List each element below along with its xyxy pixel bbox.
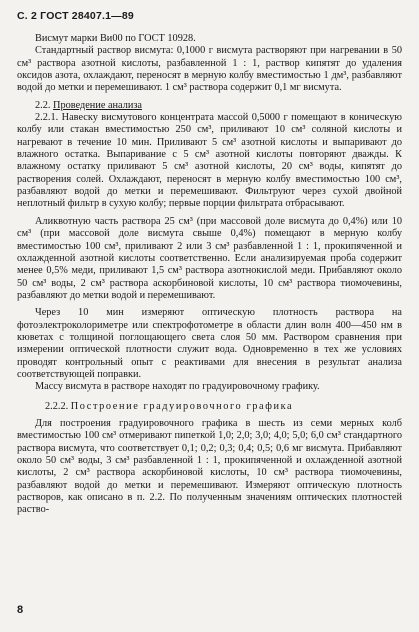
standard-solution-paragraph: Стандартный раствор висмута: 0,1000 г висмута растворяют при нагревании в 50 см³ раствора азотной кислоты, разбавленной 1 : 1, раствор кипятят до удаления оксидов азота, охлаждают, переносят в мерную колбу вместимостью 1 дм³, разбавляют водой до метки и перемешивают. 1 см³ раствора содержит 0,1 мг висмута. xyxy=(17,45,402,94)
calibration-heading-title: Построение градуировочного графика xyxy=(70,400,294,412)
procedure-paragraph: 2.2.1. Навеску висмутового концентрата массой 0,5000 г помещают в коническую колбу или стакан вместимостью 250 см³, приливают 10 см³ соляной кислоты и нагревают в течение 10 мин. Приливают 5 см³ азотной кислоты и выпаривают до влажного остатка. Выпаривание с 5 см³ азотной кислоты повторяют дважды. К влажному остатку приливают 5 см³ азотной кислоты, 20 см³ воды, кипятят до растворения солей. Охлаждают, переносят в мерную колбу вместимостью 100 см³, разбавляют водой до метки и перемешивают. Фильтруют через сухой двойной неплотный фильтр в сухую колбу; первые порции фильтрата отбрасывают. xyxy=(17,112,402,210)
body-text xyxy=(17,33,402,517)
calibration-heading xyxy=(17,401,402,413)
measurement-paragraph: Через 10 мин измеряют оптическую плотность раствора на фотоэлектроколориметре или спектрофотометре в области длин волн 400—450 нм в кюветах с толщиной поглощающего света слоя 50 мм. Раствором сравнения при измерении оптической плотности служит вода. Одновременно в тех же условиях проводят контрольный опыт с реактивами для внесения в результат анализа соответствующей поправки. xyxy=(17,307,402,380)
analysis-heading-number: 2.2. xyxy=(35,99,54,111)
page-header: С. 2 ГОСТ 28407.1—89 xyxy=(17,10,134,22)
analysis-heading xyxy=(17,100,402,112)
aliquot-paragraph: Аликвотную часть раствора 25 см³ (при массовой доле висмута до 0,4%) или 10 см³ (при массовой доле висмута свыше 0,4%) помещают в мерную колбу вместимостью 100 см³, приливают 2 или 3 см³ разбавленной 1 : 1, прокипяченной и охлажденной азотной кислоты соответственно. Если анализируемая проба содержит менее 0,5% меди, приливают 1,5 см³ раствора азотнокислой меди. Прибавляют около 50 см³ воды, 2 см³ раствора аскорбиновой кислоты, 10 см³ раствора тиомочевины, разбавляют до метки водой и перемешивают. xyxy=(17,215,402,301)
mass-paragraph: Массу висмута в растворе находят по градуировочному графику. xyxy=(35,381,320,393)
calibration-paragraph: Для построения градуировочного графика в шесть из семи мерных колб вместимостью 100 см³ отмеривают пипеткой 1,0; 2,0; 3,0; 4,0; 5,0; 6,0 см³ стандартного раствора висмута, что соответствует 0,1; 0,2; 0,3; 0,4; 0,5; 0,6 мг висмута. Прибавляют около 50 см³ воды, 3 см³ разбавленной 1 : 1, прокипяченной и охлажденной азотной кислоты, 2 см³ раствора аскорбиновой кислоты, 10 см³ раствора тиомочевины, разбавляют водой до метки и перемешивают. Измеряют оптическую плотность растворов, как описано в п. 2.2. По полученным значениям оптических плотностей раство- xyxy=(17,417,402,516)
page-number: 8 xyxy=(17,604,24,616)
calibration-heading-number: 2.2.2. xyxy=(45,400,71,412)
analysis-heading-title: Проведение анализа xyxy=(53,99,143,111)
reagent-line: Висмут марки Ви00 по ГОСТ 10928. xyxy=(35,33,196,44)
